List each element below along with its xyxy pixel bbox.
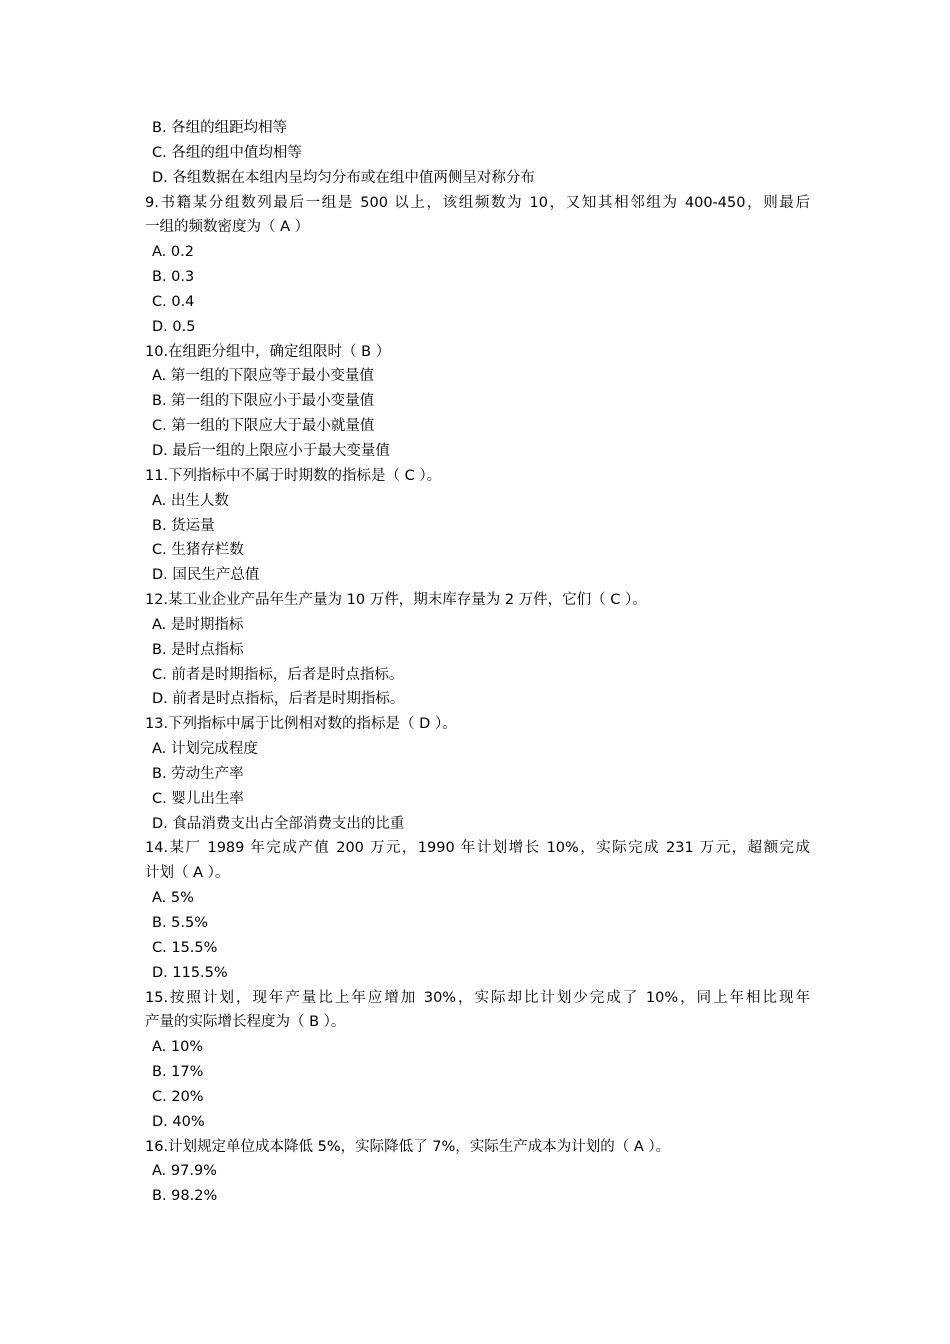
option-line: D. 食品消费支出占全部消费支出的比重 <box>152 815 405 832</box>
question-9-line-2: 一组的频数密度为（ A ） <box>145 219 310 236</box>
option-line: B. 0.3 <box>152 269 195 286</box>
option-line: A. 是时期指标 <box>152 616 244 633</box>
option-line: A. 计划完成程度 <box>152 741 258 758</box>
option-line: B. 是时点指标 <box>152 641 244 658</box>
option-line: D. 40% <box>152 1113 205 1130</box>
question-10: 10.在组距分组中，确定组限时（ B ） <box>145 343 391 360</box>
option-line: C. 前者是时期指标，后者是时点指标。 <box>152 666 404 683</box>
option-line: B. 98.2% <box>152 1188 218 1205</box>
option-line: B. 5.5% <box>152 915 209 931</box>
option-line: D. 国民生产总值 <box>152 567 260 584</box>
option-line: B. 各组的组距均相等 <box>152 120 288 136</box>
question-11: 11.下列指标中不属于时期数的指标是（ C ）。 <box>145 467 442 484</box>
option-line: A. 97.9% <box>152 1163 217 1180</box>
option-line: B. 17% <box>152 1064 204 1081</box>
option-line: C. 生猪存栏数 <box>152 542 244 559</box>
option-line: B. 货运量 <box>152 517 215 534</box>
option-line: D. 各组数据在本组内呈均匀分布或在组中值两侧呈对称分布 <box>152 169 535 186</box>
option-line: D. 0.5 <box>152 318 196 335</box>
option-line: A. 0.2 <box>152 244 194 261</box>
option-line: D. 115.5% <box>152 964 228 981</box>
question-12: 12.某工业企业产品年生产量为 10 万件，期末库存量为 2 万件，它们（ C ）。 <box>145 592 647 609</box>
option-line: C. 0.4 <box>152 293 195 310</box>
option-line: A. 第一组的下限应等于最小变量值 <box>152 368 374 385</box>
option-line: B. 第一组的下限应小于最小变量值 <box>152 393 375 410</box>
question-15-line-1: 15.按照计划，现年产量比上年应增加 30%，实际却比计划少完成了 10%，同上年相比现年 <box>145 989 810 1006</box>
option-line: C. 20% <box>152 1088 204 1105</box>
question-16: 16.计划规定单位成本降低 5%，实际降低了 7%，实际生产成本为计划的（ A ）。 <box>145 1138 671 1155</box>
option-line: A. 出生人数 <box>152 492 229 509</box>
option-line: C. 婴儿出生率 <box>152 790 244 807</box>
question-14-line-1: 14.某厂 1989 年完成产值 200 万元，1990 年计划增长 10%，实际完成 231 万元，超额完成 <box>145 840 810 857</box>
option-line: D. 前者是时点指标，后者是时期指标。 <box>152 691 405 708</box>
option-line: C. 第一组的下限应大于最小就量值 <box>152 418 375 435</box>
question-15-line-2: 产量的实际增长程度为（ B ）。 <box>145 1014 346 1031</box>
option-line: A. 10% <box>152 1039 204 1056</box>
question-list <box>145 116 810 1209</box>
option-line: C. 各组的组中值均相等 <box>152 144 302 161</box>
option-line: B. 劳动生产率 <box>152 765 244 782</box>
option-line: A. 5% <box>152 890 194 907</box>
question-13: 13.下列指标中属于比例相对数的指标是（ D ）。 <box>145 716 457 733</box>
question-14-line-2: 计划（ A ）。 <box>145 865 230 882</box>
option-line: C. 15.5% <box>152 939 218 956</box>
option-line: D. 最后一组的上限应小于最大变量值 <box>152 442 390 459</box>
question-9-line-1: 9.书籍某分组数列最后一组是 500 以上，该组频数为 10，又知其相邻组为 400-450，则最后 <box>145 194 810 211</box>
